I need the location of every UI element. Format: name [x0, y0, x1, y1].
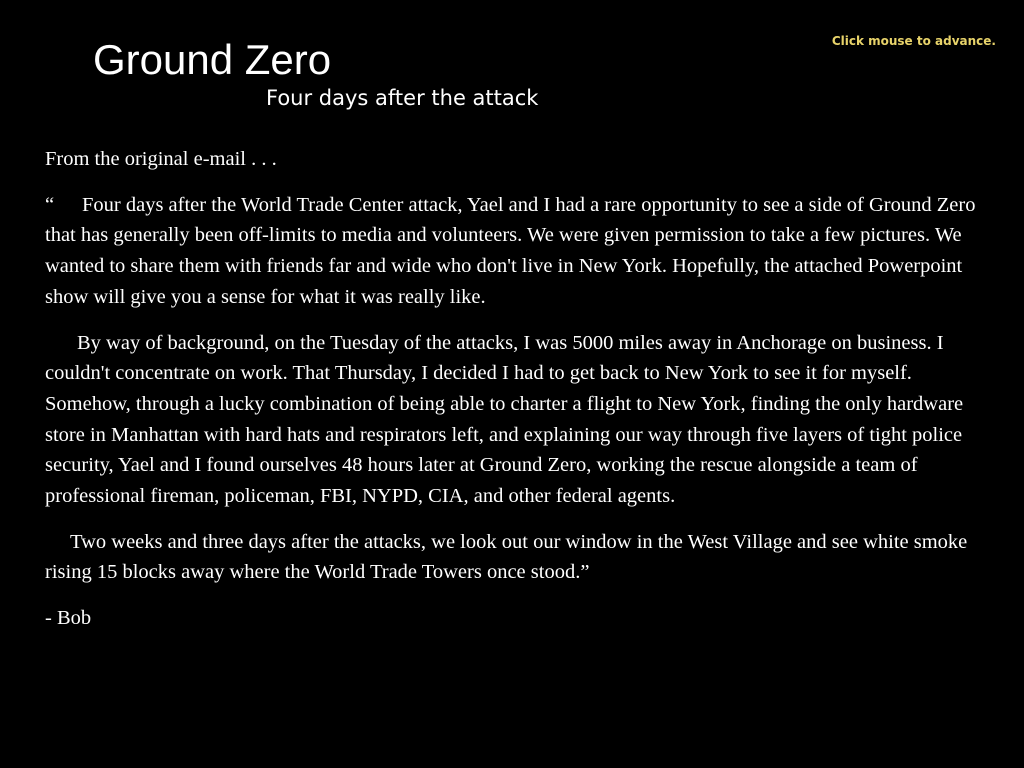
signature: - Bob	[45, 607, 92, 630]
paragraph-1-text: Four days after the World Trade Center attack, Yael and I had a rare opportunity to see a side of Ground Zero that has generally been off-limits to media and volunteers. We were given permission to take a few pictures. We wanted to share them with friends far and wide who don't live in New York. Hopefully, the attached Powerpoint show will give you a sense for what it was really like.	[45, 193, 976, 308]
paragraph-2: By way of background, on the Tuesday of the attacks, I was 5000 miles away in Anchorage on business. I couldn't concentrate on work. That Thursday, I decided I had to get back to New York to see it for myself. Somehow, through a lucky combination of being able to charter a flight to New York, finding the only hardware store in Manhattan with hard hats and respirators left, and explaining our way through five layers of tight police security, Yael and I found ourselves 48 hours later at Ground Zero, working the rescue alongside a team of professional fireman, policeman, FBI, NYPD, CIA, and other federal agents.	[45, 331, 964, 508]
email-body	[45, 144, 995, 649]
slide-title: Ground Zero	[93, 36, 332, 83]
opening-quote: “	[45, 193, 55, 216]
slide-subtitle: Four days after the attack	[266, 86, 539, 110]
advance-hint: Click mouse to advance.	[831, 34, 996, 48]
intro-line: From the original e-mail . . .	[45, 148, 277, 170]
paragraph-1	[45, 190, 995, 313]
paragraph-3: Two weeks and three days after the attacks, we look out our window in the West Village and see white smoke rising 15 blocks away where the World Trade Towers once stood.”	[45, 530, 968, 584]
